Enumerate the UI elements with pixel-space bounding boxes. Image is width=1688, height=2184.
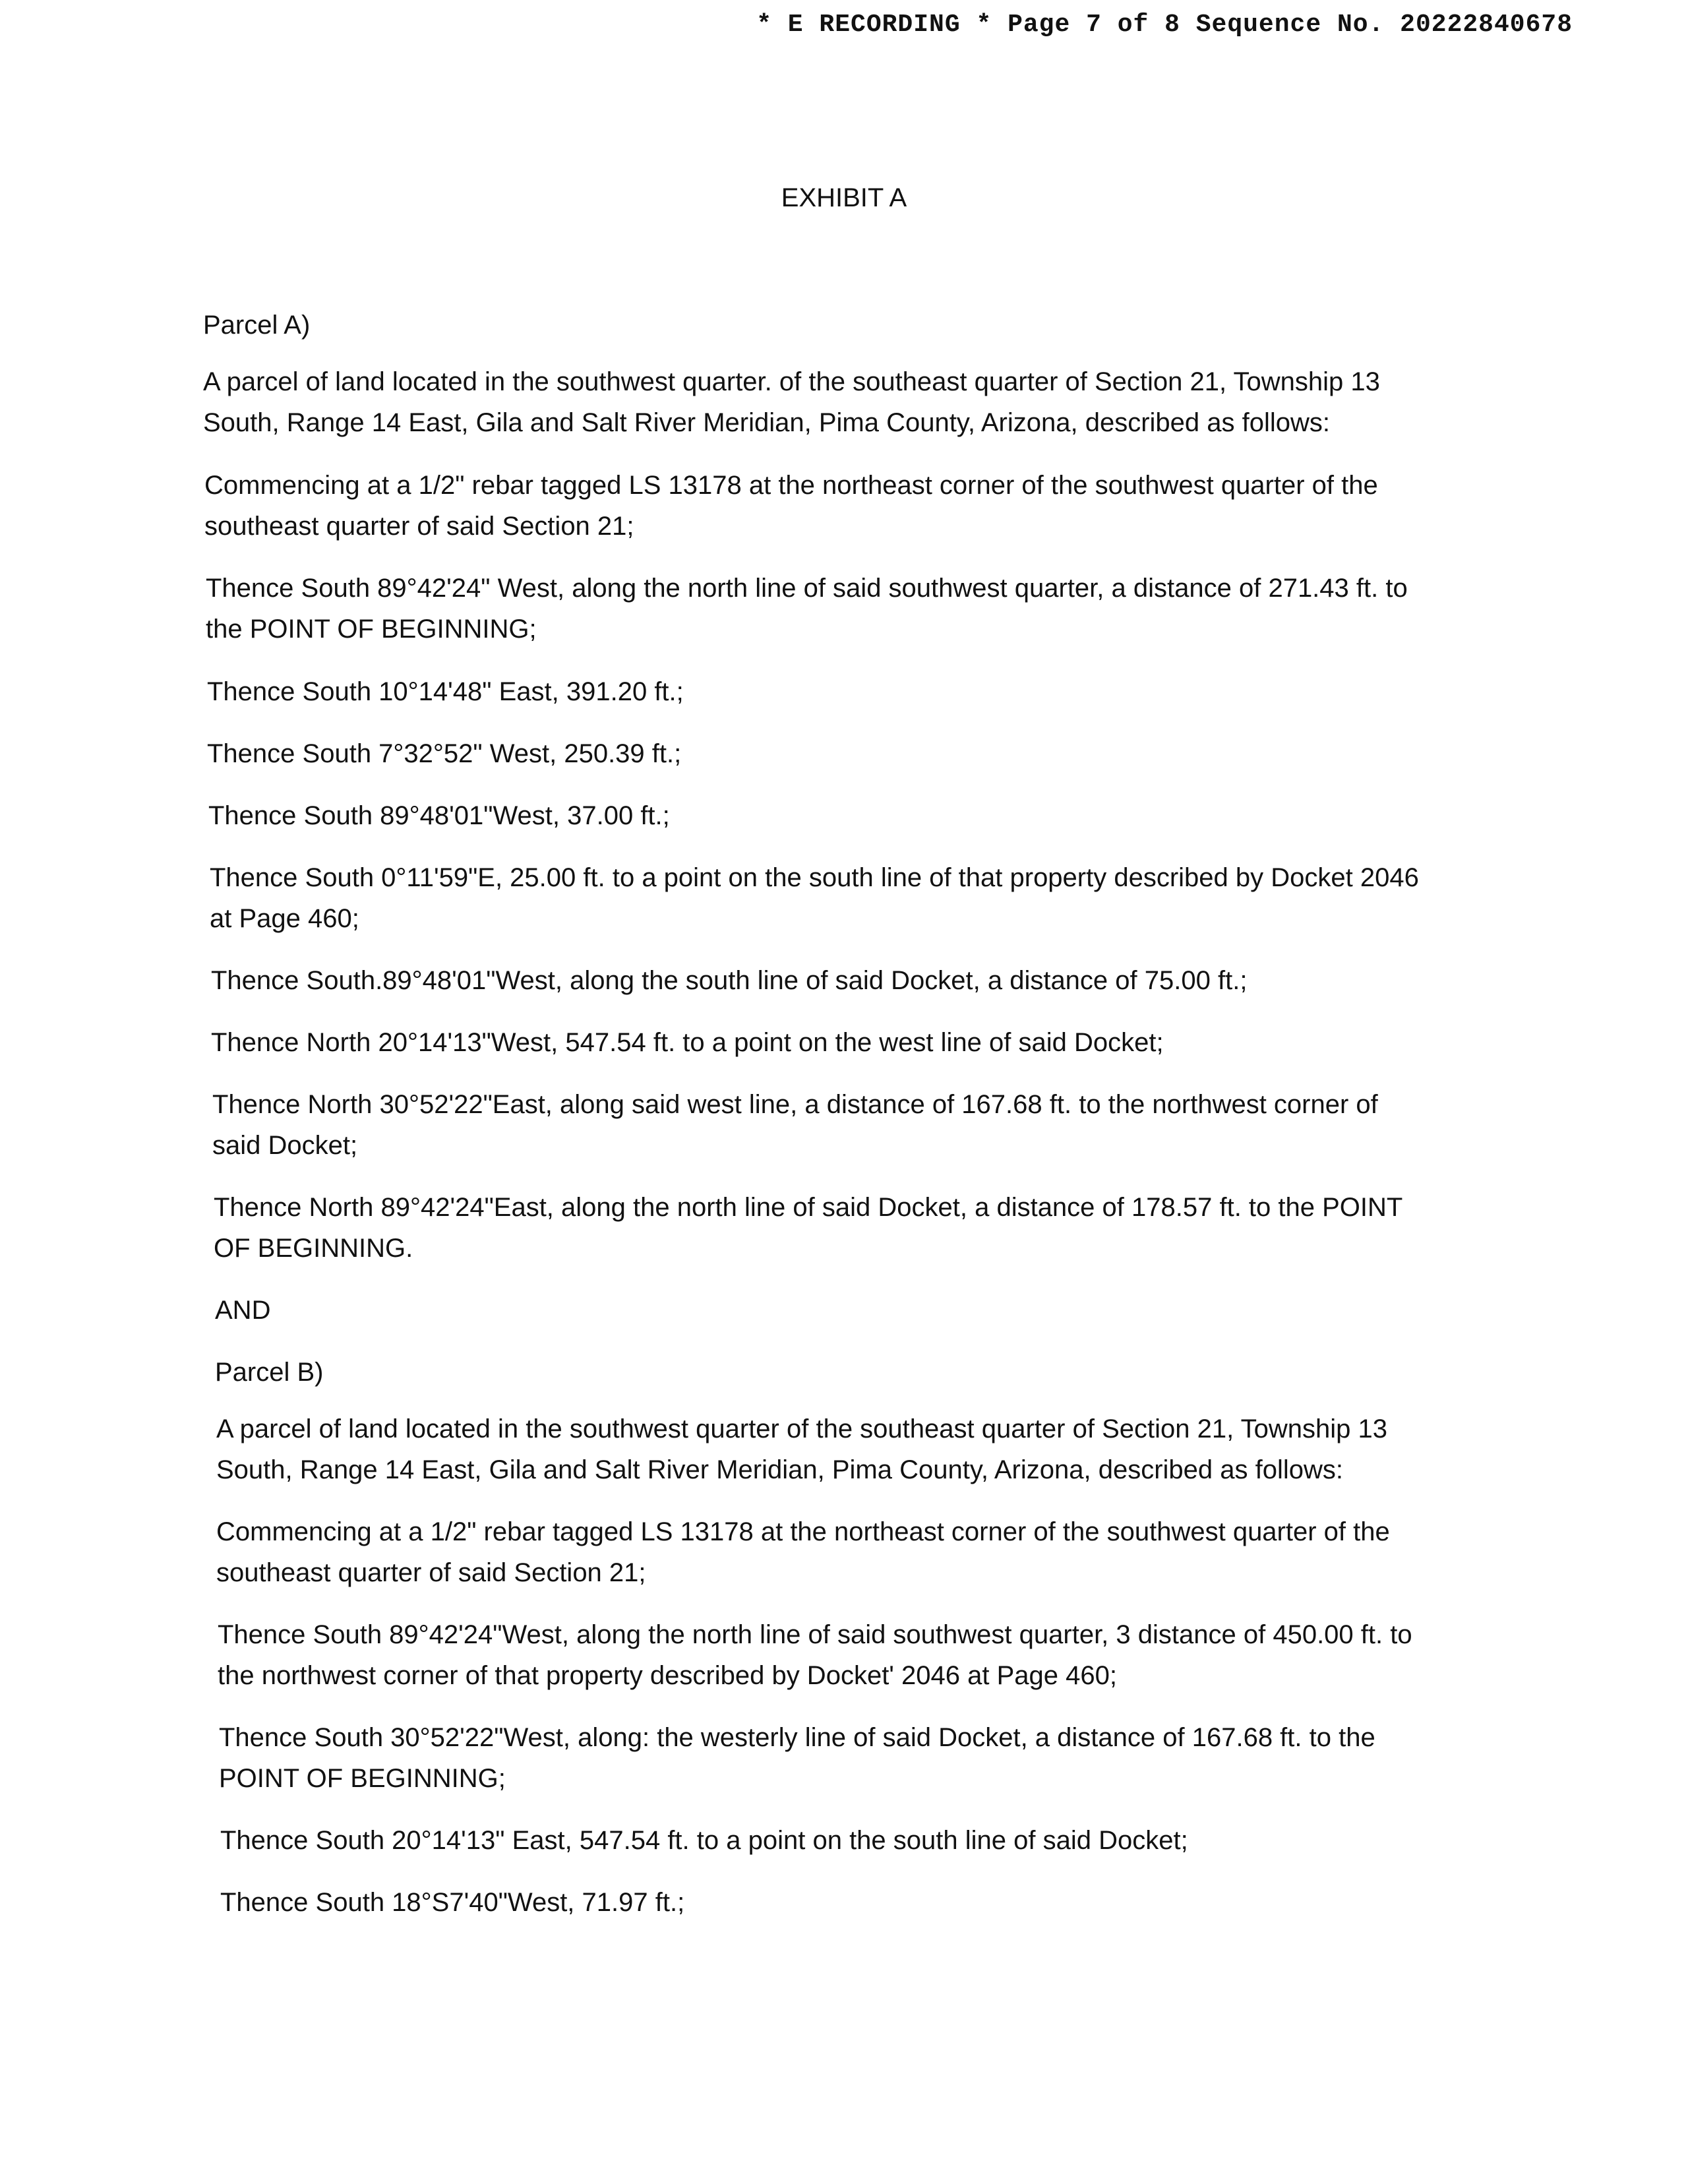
text-line: Thence South 0°11'59"E, 25.00 ft. to a point on the south line of that property described by Docket 2046 (210, 863, 1419, 892)
text-line: A parcel of land located in the southwest quarter. of the southeast quarter of Section 21, Township 13 (203, 367, 1380, 396)
exhibit-title: EXHIBIT A (781, 183, 907, 212)
parcel-b-course-2 (219, 1717, 1375, 1799)
parcel-a-course-8 (212, 1084, 1378, 1166)
parcel-a-course-3 (207, 733, 681, 774)
text-line: Thence South 30°52'22"West, along: the westerly line of said Docket, a distance of 167.68 ft. to the (219, 1723, 1375, 1752)
parcel-a-heading (203, 305, 310, 346)
parcel-a-course-9 (214, 1187, 1402, 1269)
text-line: OF BEGINNING. (214, 1234, 413, 1263)
text-line: the northwest corner of that property described by Docket' 2046 at Page 460; (218, 1661, 1118, 1690)
text-line: said Docket; (212, 1131, 358, 1160)
parcel-b-commencing (216, 1511, 1390, 1593)
text-line: Thence South 10°14'48" East, 391.20 ft.; (207, 677, 684, 706)
text-line: Parcel A) (203, 311, 311, 340)
text-line: Thence South.89°48'01"West, along the south line of said Docket, a distance of 75.00 ft.; (211, 966, 1248, 995)
recording-header: * E RECORDING * Page 7 of 8 Sequence No. 20222840678 (756, 11, 1573, 39)
parcel-b-course-3 (220, 1820, 1188, 1861)
text-line: AND (215, 1296, 271, 1325)
text-line: A parcel of land located in the southwest quarter of the southeast quarter of Section 21, Township 13 (216, 1414, 1387, 1443)
text-line: South, Range 14 East, Gila and Salt River Meridian, Pima County, Arizona, described as follows: (203, 408, 1331, 437)
parcel-b-heading (215, 1352, 324, 1393)
text-line: Thence South 89°48'01"West, 37.00 ft.; (208, 801, 670, 830)
parcel-a-course-5 (210, 857, 1419, 939)
text-line: Thence North 89°42'24"East, along the north line of said Docket, a distance of 178.57 ft. to the POINT (214, 1193, 1403, 1222)
parcel-a-course-2 (207, 671, 684, 712)
text-line: Thence South 7°32°52" West, 250.39 ft.; (207, 739, 682, 768)
text-line: Thence South 89°42'24"West, along the north line of said southwest quarter, 3 distance of 450.00 ft. to (218, 1620, 1412, 1649)
parcel-a-course-6 (211, 960, 1247, 1001)
parcel-a-commencing (204, 465, 1378, 547)
text-line: southeast quarter of said Section 21; (216, 1558, 646, 1587)
text-line: Commencing at a 1/2" rebar tagged LS 13178 at the northeast corner of the southwest quarter of the (216, 1517, 1390, 1546)
parcel-a-description (203, 361, 1380, 443)
text-line: Thence South 89°42'24" West, along the north line of said southwest quarter, a distance of 271.43 ft. to (206, 574, 1408, 603)
text-line: Commencing at a 1/2" rebar tagged LS 13178 at the northeast corner of the southwest quarter of the (204, 471, 1378, 500)
text-line: at Page 460; (210, 904, 359, 933)
text-line: South, Range 14 East, Gila and Salt River Meridian, Pima County, Arizona, described as follows: (216, 1455, 1344, 1484)
text-line: southeast quarter of said Section 21; (204, 512, 634, 541)
parcel-b-course-1 (218, 1614, 1412, 1696)
text-line: Thence South 20°14'13" East, 547.54 ft. to a point on the south line of said Docket; (220, 1826, 1188, 1855)
parcel-b-description (216, 1409, 1387, 1490)
text-line: Thence South 18°S7'40"West, 71.97 ft.; (220, 1888, 685, 1917)
parcel-b-course-4 (220, 1882, 684, 1923)
parcel-a-course-1 (206, 568, 1408, 650)
and-separator (215, 1290, 270, 1331)
text-line: the POINT OF BEGINNING; (206, 615, 537, 644)
text-line: Thence North 30°52'22"East, along said west line, a distance of 167.68 ft. to the northwest corner of (212, 1090, 1378, 1119)
text-line: Thence North 20°14'13"West, 547.54 ft. to a point on the west line of said Docket; (211, 1028, 1164, 1057)
parcel-a-course-4 (208, 795, 670, 836)
parcel-a-course-7 (211, 1022, 1164, 1063)
text-line: POINT OF BEGINNING; (219, 1764, 506, 1793)
text-line: Parcel B) (215, 1358, 324, 1387)
